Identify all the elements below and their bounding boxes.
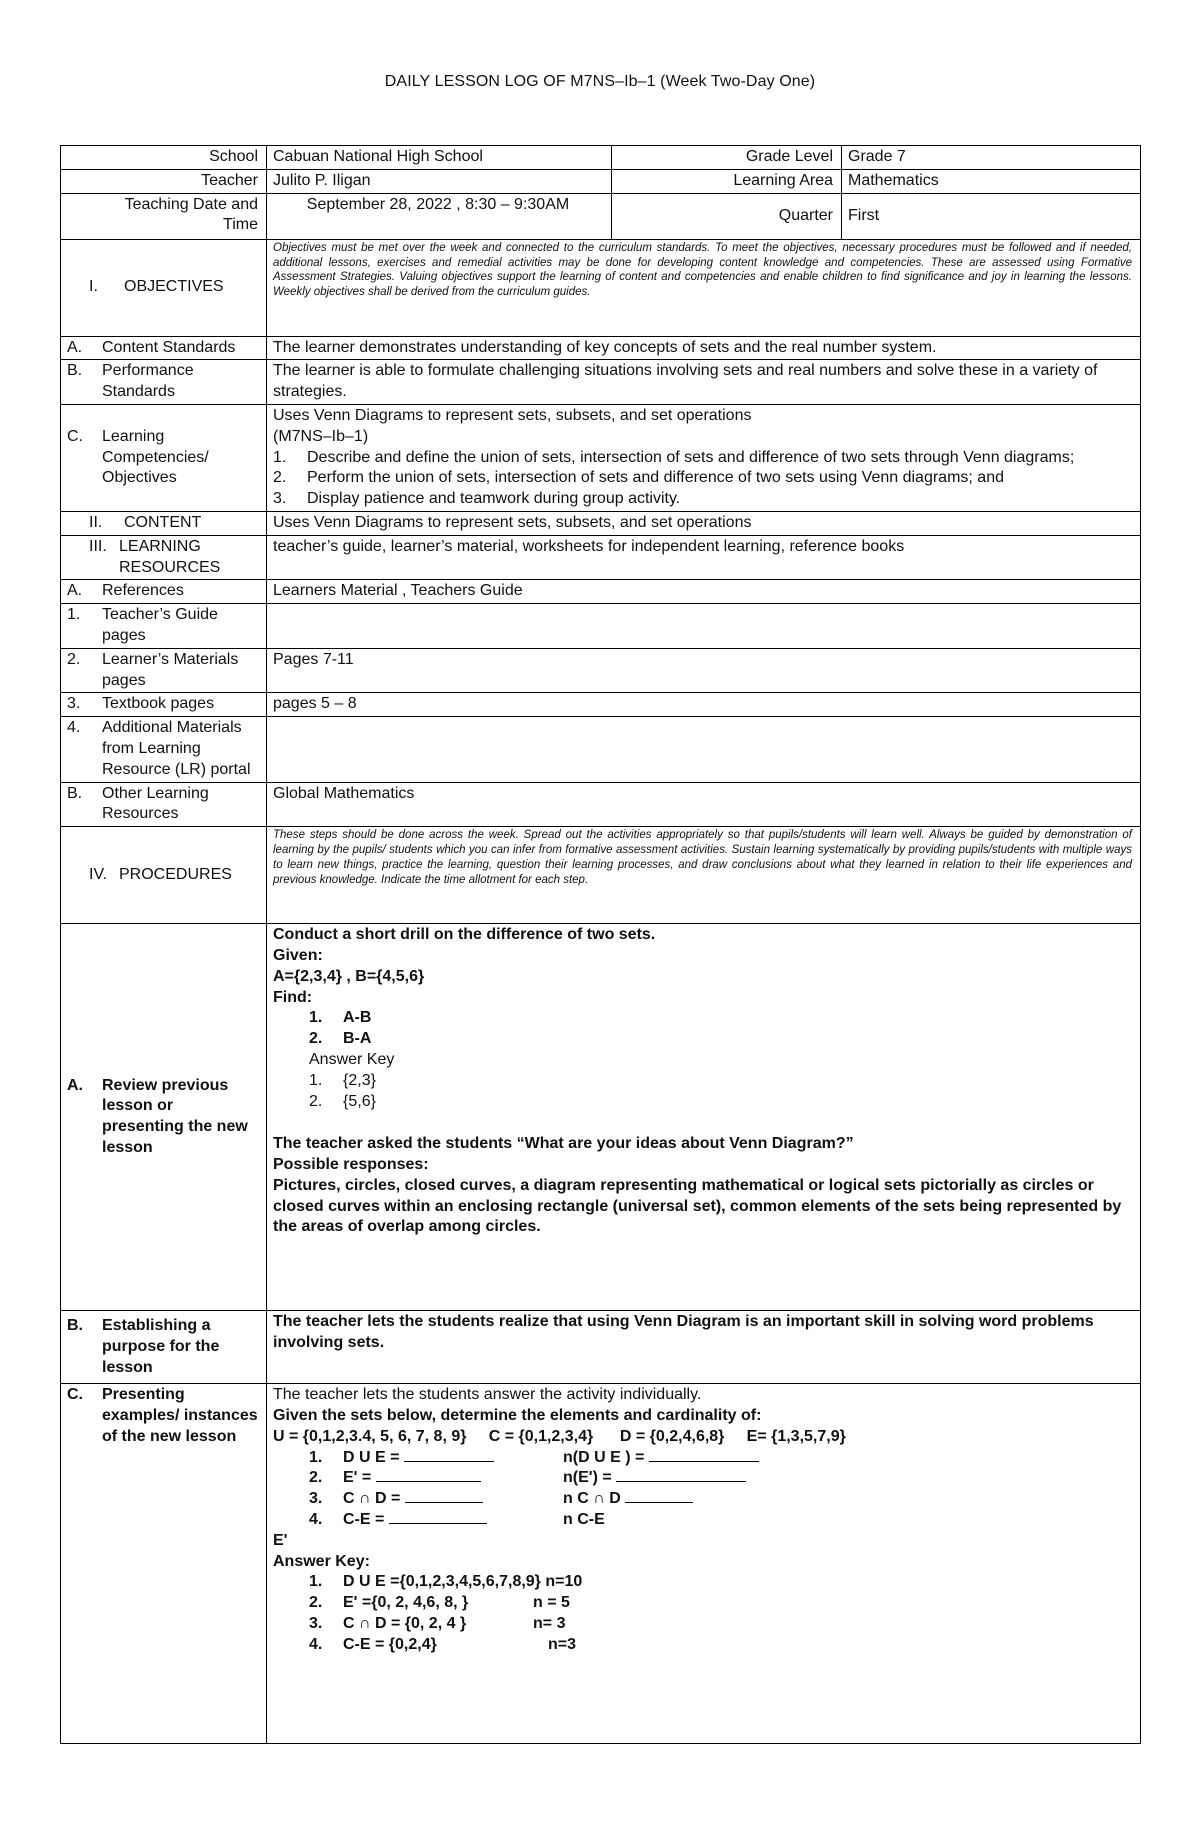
competencies-num: C.: [67, 427, 83, 445]
key-item: [273, 1614, 1132, 1635]
competencies-heading: [61, 404, 267, 511]
learners-materials-value: Pages 7-11: [267, 648, 1141, 693]
exercise-right: n C ∩ D: [563, 1490, 626, 1508]
learning-resources-heading: [61, 535, 267, 580]
lesson-log-table: [60, 145, 1141, 1744]
answer-text: {5,6}: [343, 1092, 376, 1110]
other-resources-num: B.: [67, 784, 83, 802]
references-value: Learners Material , Teachers Guide: [267, 580, 1141, 604]
key-num: 1.: [309, 1573, 323, 1591]
additional-materials-value: [267, 717, 1141, 782]
key-cardinality: n=3: [548, 1635, 577, 1653]
competency-item: [273, 489, 1132, 510]
content-heading: [61, 511, 267, 535]
teachers-guide-label: Teacher’s Guide pages: [102, 606, 218, 644]
review-sets: A={2,3,4} , B={4,5,6}: [273, 967, 425, 985]
exercise-item: [273, 1448, 1132, 1469]
competencies-row: [61, 404, 1141, 511]
competency-text: Describe and define the union of sets, intersection of sets and difference of two sets through Venn diagrams;: [307, 448, 1075, 466]
performance-standards-label: Performance Standards: [102, 362, 194, 401]
competencies-value: [267, 404, 1141, 511]
header-row-teacher: [61, 169, 1141, 193]
exercise-right: n(E') =: [563, 1469, 617, 1487]
presenting-label: Presenting examples/ instances of the new lesson: [102, 1386, 258, 1445]
review-drill: Conduct a short drill on the difference of two sets.: [273, 926, 656, 944]
exercise-num: 1.: [309, 1448, 323, 1466]
presenting-line2: Given the sets below, determine the elements and cardinality of:: [273, 1406, 762, 1424]
procedures-num: IV.: [89, 865, 108, 883]
references-heading: [61, 580, 267, 604]
learners-materials-row: [61, 648, 1141, 693]
exercise-left: C ∩ D =: [343, 1490, 405, 1508]
teaching-date-label-line2: Time: [223, 216, 258, 234]
review-label: Review previous lesson or presenting the new lesson: [102, 1076, 248, 1156]
competencies-line1: Uses Venn Diagrams to represent sets, subsets, and set operations: [273, 406, 752, 424]
learners-materials-label: Learner’s Materials pages: [102, 650, 239, 689]
review-row: [61, 924, 1141, 1311]
additional-materials-num: 4.: [67, 719, 81, 737]
purpose-heading: [61, 1311, 267, 1384]
header-row-school: [61, 146, 1141, 170]
review-answer-key-label: Answer Key: [309, 1050, 395, 1068]
learning-area-value: Mathematics: [842, 169, 1141, 193]
review-content: [267, 924, 1141, 1311]
teachers-guide-heading: [61, 604, 267, 649]
learning-resources-label: LEARNING RESOURCES: [119, 537, 221, 576]
competency-text: Display patience and teamwork during group activity.: [307, 490, 681, 508]
key-answer: C ∩ D = {0, 2, 4 }: [343, 1614, 467, 1632]
quarter-label: Quarter: [612, 193, 842, 239]
teacher-value: Julito P. Iligan: [267, 169, 612, 193]
content-standards-row: [61, 336, 1141, 360]
quarter-value: First: [842, 193, 1141, 239]
find-text: B-A: [343, 1030, 372, 1048]
exercise-item: [273, 1489, 1132, 1510]
competency-item: [273, 448, 1132, 469]
content-standards-heading: [61, 336, 267, 360]
find-item: [273, 1008, 1132, 1029]
objectives-heading: [61, 239, 267, 336]
teacher-label: Teacher: [61, 169, 267, 193]
textbook-pages-label: Textbook pages: [102, 695, 215, 713]
answer-num: 2.: [309, 1092, 323, 1110]
content-label: CONTENT: [124, 513, 202, 531]
exercise-num: 3.: [309, 1490, 323, 1508]
textbook-pages-num: 3.: [67, 695, 81, 713]
header-row-date: [61, 193, 1141, 239]
key-item: [273, 1635, 1132, 1656]
exercise-item: [273, 1468, 1132, 1489]
competencies-code: (M7NS–Ib–1): [273, 427, 369, 445]
review-given: Given:: [273, 946, 323, 964]
review-heading: [61, 924, 267, 1311]
presenting-num: C.: [67, 1386, 83, 1404]
key-item: [273, 1593, 1132, 1614]
exercise-num: 4.: [309, 1510, 323, 1528]
answer-blank[interactable]: [404, 1449, 494, 1462]
presenting-row: [61, 1384, 1141, 1744]
school-value: Cabuan National High School: [267, 146, 612, 170]
exercise-num: 2.: [309, 1469, 323, 1487]
review-num: A.: [67, 1076, 83, 1094]
references-row: [61, 580, 1141, 604]
exercise-left: C-E =: [343, 1510, 389, 1528]
grade-level-label: Grade Level: [612, 146, 842, 170]
answer-blank[interactable]: [389, 1511, 487, 1524]
set-c: C = {0,1,2,3,4}: [488, 1427, 594, 1445]
teachers-guide-row: [61, 604, 1141, 649]
presenting-sets: [273, 1427, 1132, 1448]
other-resources-heading: [61, 782, 267, 827]
purpose-label: Establishing a purpose for the lesson: [102, 1316, 220, 1376]
key-answer: E' ={0, 2, 4,6, 8, }: [343, 1594, 469, 1612]
answer-item: [273, 1071, 1132, 1092]
review-find: Find:: [273, 988, 313, 1006]
answer-blank[interactable]: [649, 1449, 759, 1462]
learners-materials-heading: [61, 648, 267, 693]
review-possible-label: Possible responses:: [273, 1156, 429, 1174]
procedures-label: PROCEDURES: [119, 865, 232, 883]
key-answer: D U E ={0,1,2,3,4,5,6,7,8,9} n=10: [343, 1573, 583, 1591]
key-cardinality: n = 5: [533, 1594, 570, 1612]
teachers-guide-num: 1.: [67, 606, 81, 624]
performance-standards-heading: [61, 360, 267, 405]
performance-standards-num: B.: [67, 362, 83, 380]
presenting-e-prime: E': [273, 1531, 288, 1549]
competency-num: 3.: [273, 490, 287, 508]
find-item: [273, 1029, 1132, 1050]
answer-blank[interactable]: [376, 1469, 481, 1482]
answer-num: 1.: [309, 1071, 323, 1089]
key-num: 3.: [309, 1614, 323, 1632]
exercise-right: n C-E: [563, 1510, 605, 1528]
key-num: 4.: [309, 1635, 323, 1653]
presenting-answer-key-label: Answer Key:: [273, 1552, 370, 1570]
content-standards-num: A.: [67, 338, 83, 356]
content-standards-label: Content Standards: [102, 338, 236, 356]
exercise-left: D U E =: [343, 1448, 404, 1466]
textbook-pages-value: pages 5 – 8: [267, 693, 1141, 717]
competency-num: 2.: [273, 469, 287, 487]
additional-materials-heading: [61, 717, 267, 782]
performance-standards-value: The learner is able to formulate challenging situations involving sets and real numbers and solve these in a variety of strategies.: [267, 360, 1141, 405]
content-num: II.: [89, 513, 103, 531]
purpose-value: The teacher lets the students realize that using Venn Diagram is an important skill in solving word problems involving sets.: [267, 1311, 1141, 1384]
answer-blank[interactable]: [616, 1469, 746, 1482]
procedures-row: [61, 827, 1141, 924]
find-text: A-B: [343, 1009, 372, 1027]
presenting-content: [267, 1384, 1141, 1744]
performance-standards-row: [61, 360, 1141, 405]
exercise-right: n(D U E ) =: [563, 1448, 649, 1466]
key-num: 2.: [309, 1594, 323, 1612]
other-resources-value: Global Mathematics: [267, 782, 1141, 827]
purpose-row: [61, 1311, 1141, 1384]
find-num: 2.: [309, 1030, 323, 1048]
competencies-label: Learning Competencies/ Objectives: [102, 427, 209, 487]
learning-area-label: Learning Area: [612, 169, 842, 193]
objectives-note: Objectives must be met over the week and connected to the curriculum standards. To meet the objectives, necessary procedures must be followed and if needed, additional lessons, exercises and remedial activities may be done for developing content knowledge and competencies. These are assessed using Formative Assessment Strategies. Valuing objectives support the learning of content and competencies and enable children to find significance and joy in learning the lessons. Weekly objectives shall be derived from the curriculum guides.: [267, 239, 1141, 336]
answer-item: [273, 1092, 1132, 1113]
additional-materials-label: Additional Materials from Learning Resource (LR) portal: [102, 719, 251, 778]
objectives-row: [61, 239, 1141, 336]
competency-text: Perform the union of sets, intersection of sets and difference of two sets using Venn diagrams; and: [307, 469, 1004, 487]
review-responses: Pictures, circles, closed curves, a diagram representing mathematical or logical sets pictorially as circles or closed curves within an enclosing rectangle (universal set), common elements of the sets being represented by the areas of overlap among circles.: [273, 1176, 1122, 1236]
teachers-guide-value: [267, 604, 1141, 649]
other-resources-row: [61, 782, 1141, 827]
textbook-pages-row: [61, 693, 1141, 717]
school-label: School: [61, 146, 267, 170]
review-question: The teacher asked the students “What are your ideas about Venn Diagram?”: [273, 1135, 854, 1153]
answer-blank[interactable]: [405, 1490, 483, 1503]
teaching-date-label: [61, 193, 267, 239]
key-item: [273, 1572, 1132, 1593]
purpose-num: B.: [67, 1316, 83, 1334]
learning-resources-num: III.: [89, 537, 107, 555]
grade-level-value: Grade 7: [842, 146, 1141, 170]
learners-materials-num: 2.: [67, 650, 81, 668]
teaching-date-value: September 28, 2022 , 8:30 – 9:30AM: [267, 193, 612, 239]
objectives-label: OBJECTIVES: [124, 278, 224, 296]
competency-num: 1.: [273, 448, 287, 466]
textbook-pages-heading: [61, 693, 267, 717]
content-value: Uses Venn Diagrams to represent sets, subsets, and set operations: [267, 511, 1141, 535]
references-num: A.: [67, 582, 83, 600]
set-e: E= {1,3,5,7,9}: [746, 1427, 846, 1445]
answer-text: {2,3}: [343, 1071, 376, 1089]
procedures-heading: [61, 827, 267, 924]
answer-blank[interactable]: [625, 1490, 693, 1503]
objectives-num: I.: [89, 278, 98, 296]
learning-resources-value: teacher’s guide, learner’s material, worksheets for independent learning, reference books: [267, 535, 1141, 580]
document-title: DAILY LESSON LOG OF M7NS–Ib–1 (Week Two-Day One): [384, 73, 816, 90]
content-standards-value: The learner demonstrates understanding of key concepts of sets and the real number system.: [267, 336, 1141, 360]
set-d: D = {0,2,4,6,8}: [619, 1427, 725, 1445]
presenting-heading: [61, 1384, 267, 1744]
content-row: [61, 511, 1141, 535]
find-num: 1.: [309, 1009, 323, 1027]
key-answer: C-E = {0,2,4}: [343, 1635, 437, 1653]
teaching-date-label-line1: Teaching Date and: [124, 195, 258, 213]
presenting-line1: The teacher lets the students answer the activity individually.: [273, 1386, 702, 1404]
references-label: References: [102, 582, 184, 600]
learning-resources-row: [61, 535, 1141, 580]
other-resources-label: Other Learning Resources: [102, 784, 209, 823]
additional-materials-row: [61, 717, 1141, 782]
exercise-left: E' =: [343, 1469, 376, 1487]
procedures-note: These steps should be done across the week. Spread out the activities appropriately so that pupils/students will learn well. Always be guided by demonstration of learning by the pupils/ students which you can infer from formative assessment activities. Sustain learning systematically by providing pupils/students with multiple ways to learn new things, practice the learning, question their learning processes, and draw conclusions about what they learned in relation to their life experiences and previous knowledge. Indicate the time allotment for each step.: [267, 827, 1141, 924]
competency-item: [273, 468, 1132, 489]
key-cardinality: n= 3: [533, 1614, 566, 1632]
exercise-item: [273, 1510, 1132, 1531]
set-u: U = {0,1,2,3.4, 5, 6, 7, 8, 9}: [273, 1427, 467, 1445]
